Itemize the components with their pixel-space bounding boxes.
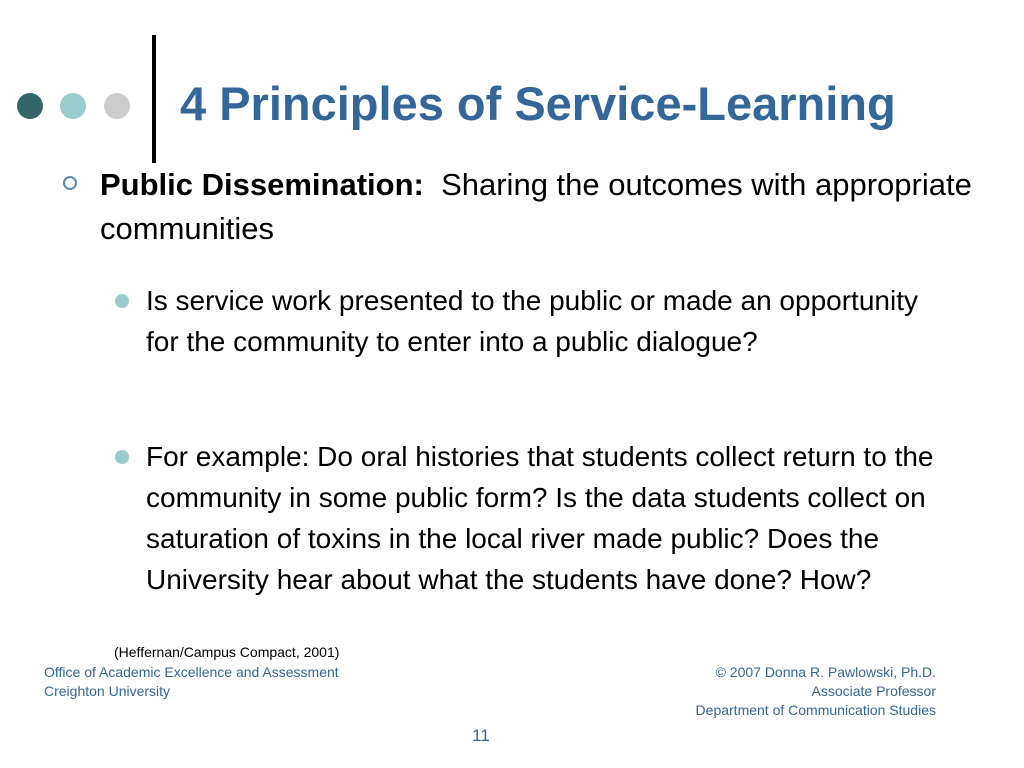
footer-office: Office of Academic Excellence and Assessment <box>44 664 339 680</box>
dot-bullet-icon <box>115 294 129 308</box>
dot-bullet-icon <box>115 450 129 464</box>
footer-department: Department of Communication Studies <box>695 702 936 718</box>
sub-point-question: Is service work presented to the public or made an opportunity for the community to enter into a public dialogue? <box>146 285 918 357</box>
title-divider-line <box>152 35 156 163</box>
decorative-dot-teal <box>60 93 86 119</box>
main-point-description: Sharing the outcomes with appropriate communities <box>100 167 972 246</box>
footer-position: Associate Professor <box>811 683 936 699</box>
page-number: 11 <box>472 726 490 745</box>
footer-left <box>44 663 339 701</box>
slide-title: 4 Principles of Service-Learning <box>180 77 896 130</box>
decorative-dot-dark <box>17 93 43 119</box>
footer-right <box>696 663 936 720</box>
footer-copyright: © 2007 Donna R. Pawlowski, Ph.D. <box>715 664 936 680</box>
citation: (Heffernan/Campus Compact, 2001) <box>114 644 340 660</box>
footer-university: Creighton University <box>44 683 171 699</box>
sub-point-example: For example: Do oral histories that students collect return to the community in some public form? Is the data students collect on saturation of toxins in the local river made public? Does the University hear about what the students have done? How? <box>146 441 934 595</box>
ring-bullet-icon <box>63 176 77 190</box>
decorative-dot-gray <box>104 93 130 119</box>
main-point-term: Public Dissemination: <box>100 167 424 202</box>
main-point <box>100 163 980 251</box>
